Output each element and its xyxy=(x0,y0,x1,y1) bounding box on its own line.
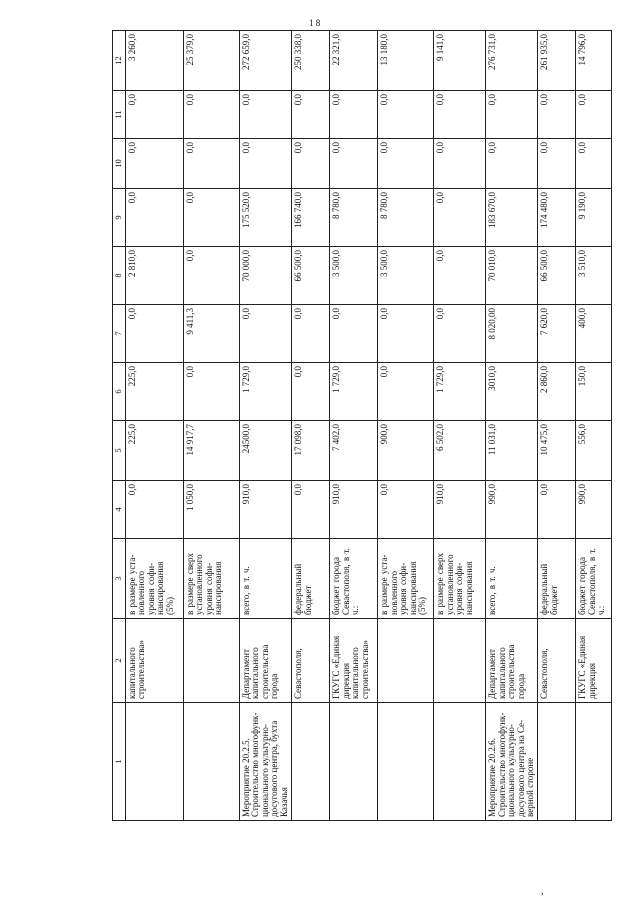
table-cell xyxy=(576,703,612,821)
table-cell: 8 780,0 xyxy=(378,189,434,247)
table-cell: Департамент капитального строительства города xyxy=(486,619,538,703)
table-cell: 0,0 xyxy=(434,189,486,247)
table-cell: 166 740,0 xyxy=(292,189,330,247)
table-row xyxy=(378,31,434,821)
table-cell: Севастополя, xyxy=(292,619,330,703)
table-cell: 14 796,0 xyxy=(576,31,612,91)
table-cell: 0,0 xyxy=(184,247,240,305)
table-cell: 0,0 xyxy=(184,363,240,421)
table-cell: 66 500,0 xyxy=(292,247,330,305)
table-cell: 0,0 xyxy=(126,91,184,139)
table-cell: Мероприятие 20.2.5. Строительство многофунк-ционального культурно-досугового центра, бухта Казачья xyxy=(240,703,292,821)
table-cell xyxy=(434,703,486,821)
table-cell: 3 260,0 xyxy=(126,31,184,91)
table-cell: ГКУГС «Единая дирекция капитального строительства» xyxy=(330,619,378,703)
header-cell: 4 xyxy=(113,481,126,539)
header-cell: 9 xyxy=(113,189,126,247)
table-cell xyxy=(184,619,240,703)
table-cell: 0,0 xyxy=(538,91,576,139)
table-cell: Мероприятие 20.2.6. Строительство многофунк-ционального культурно-досугового центра на Се-верной стороне xyxy=(486,703,538,821)
table-cell: 0,0 xyxy=(378,139,434,189)
table-cell: 10 475,0 xyxy=(538,421,576,481)
table-cell: 13 180,0 xyxy=(378,31,434,91)
table-cell: 0,0 xyxy=(184,91,240,139)
table-cell xyxy=(330,703,378,821)
table-cell: 2 860,0 xyxy=(538,363,576,421)
header-cell: 3 xyxy=(113,539,126,619)
table-cell xyxy=(434,619,486,703)
table-cell: 174 480,0 xyxy=(538,189,576,247)
table-cell: федеральный бюджет xyxy=(538,539,576,619)
table-cell: 900,0 xyxy=(378,421,434,481)
table-cell: 0,0 xyxy=(330,305,378,363)
table-cell: 3010,0 xyxy=(486,363,538,421)
header-cell: 11 xyxy=(113,91,126,139)
header-cell: 8 xyxy=(113,247,126,305)
table-cell: Департамент капитального строительства города xyxy=(240,619,292,703)
table-cell: в размере уста-новленного уровня софи-нансирования (5%) xyxy=(126,539,184,619)
scan-mark: , xyxy=(541,886,544,897)
table-cell: 22 321,0 xyxy=(330,31,378,91)
table-cell: 910,0 xyxy=(330,481,378,539)
table-cell: 1 729,0 xyxy=(434,363,486,421)
table-cell: 0,0 xyxy=(434,139,486,189)
table-cell: 0,0 xyxy=(576,139,612,189)
header-cell: 12 xyxy=(113,31,126,91)
table-cell: 0,0 xyxy=(184,189,240,247)
table-row xyxy=(434,31,486,821)
table-cell: всего, в т. ч. xyxy=(240,539,292,619)
table-cell: 7 402,0 xyxy=(330,421,378,481)
table-cell: 17 098,0 xyxy=(292,421,330,481)
table-cell: 250 338,0 xyxy=(292,31,330,91)
table-cell: бюджет города Севастополя, в т. ч.: xyxy=(330,539,378,619)
table-row xyxy=(538,31,576,821)
table-cell: 225,0 xyxy=(126,421,184,481)
table-cell: 66 500,0 xyxy=(538,247,576,305)
header-cell: 1 xyxy=(113,703,126,821)
budget-table xyxy=(112,30,612,821)
table-cell: всего, в т. ч. xyxy=(486,539,538,619)
table-cell: 0,0 xyxy=(434,91,486,139)
table-cell: 225,0 xyxy=(126,363,184,421)
table-cell: 0,0 xyxy=(538,139,576,189)
table-cell: 1 729,0 xyxy=(240,363,292,421)
table-cell: 0,0 xyxy=(126,189,184,247)
table-cell: 0,0 xyxy=(486,139,538,189)
table-cell: 0,0 xyxy=(126,305,184,363)
table-cell: 14 917,7 xyxy=(184,421,240,481)
table-cell xyxy=(378,619,434,703)
table-cell: 990,0 xyxy=(576,481,612,539)
table-cell: 9 190,0 xyxy=(576,189,612,247)
table-cell: капитального строительства» xyxy=(126,619,184,703)
table-cell: 0,0 xyxy=(240,91,292,139)
table-cell: 8 780,0 xyxy=(330,189,378,247)
table-row xyxy=(576,31,612,821)
table-cell: 70 000,0 xyxy=(240,247,292,305)
table-cell: 0,0 xyxy=(330,139,378,189)
table-cell: 0,0 xyxy=(378,481,434,539)
header-cell: 2 xyxy=(113,619,126,703)
table-cell: 70 010,0 xyxy=(486,247,538,305)
table-cell: федеральный бюджет xyxy=(292,539,330,619)
table-cell: 0,0 xyxy=(434,305,486,363)
table-cell: 0,0 xyxy=(434,247,486,305)
table-cell: 150,0 xyxy=(576,363,612,421)
table-cell: 0,0 xyxy=(126,481,184,539)
table-row xyxy=(292,31,330,821)
table-row xyxy=(240,31,292,821)
table-cell: 910,0 xyxy=(434,481,486,539)
table-cell: 261 935,0 xyxy=(538,31,576,91)
table-cell: ГКУГС «Единая дирекция xyxy=(576,619,612,703)
table-row xyxy=(486,31,538,821)
table-cell: 3 500,0 xyxy=(378,247,434,305)
table-cell: 0,0 xyxy=(538,481,576,539)
table-cell: 0,0 xyxy=(378,305,434,363)
table-cell xyxy=(378,703,434,821)
table-cell: 400,0 xyxy=(576,305,612,363)
table-cell: 0,0 xyxy=(330,91,378,139)
table-cell: 0,0 xyxy=(292,305,330,363)
table-cell: в размере сверх установленного уровня софи-нансирования xyxy=(434,539,486,619)
table-cell: 11 031,0 xyxy=(486,421,538,481)
table-cell: 0,0 xyxy=(576,91,612,139)
table-cell: 0,0 xyxy=(126,139,184,189)
table-cell: 1 050,0 xyxy=(184,481,240,539)
rotated-table-container xyxy=(112,31,607,821)
header-cell: 7 xyxy=(113,305,126,363)
table-cell: Севастополя, xyxy=(538,619,576,703)
table-cell: 910,0 xyxy=(240,481,292,539)
table-cell: 272 659,0 xyxy=(240,31,292,91)
page-number: 1 8 xyxy=(309,18,321,28)
table-cell: 556,0 xyxy=(576,421,612,481)
table-cell: 0,0 xyxy=(378,91,434,139)
table-cell xyxy=(184,703,240,821)
table-cell: 2 810,0 xyxy=(126,247,184,305)
table-cell: 0,0 xyxy=(184,139,240,189)
table-cell: 0,0 xyxy=(292,363,330,421)
table-cell: 0,0 xyxy=(378,363,434,421)
header-cell: 6 xyxy=(113,363,126,421)
header-cell: 5 xyxy=(113,421,126,481)
table-cell: 25 379,0 xyxy=(184,31,240,91)
table-cell: 276 731,0 xyxy=(486,31,538,91)
header-row xyxy=(113,31,126,821)
header-cell: 10 xyxy=(113,139,126,189)
table-row xyxy=(126,31,184,821)
table-cell: 3 500,0 xyxy=(330,247,378,305)
table-cell: 175 520,0 xyxy=(240,189,292,247)
table-cell: 0,0 xyxy=(486,91,538,139)
table-cell: 8 020,00 xyxy=(486,305,538,363)
table-cell: в размере уста-новленного уровня софи-нансирования (5%) xyxy=(378,539,434,619)
table-cell: 0,0 xyxy=(240,139,292,189)
table-cell: 7 620,0 xyxy=(538,305,576,363)
table-row xyxy=(330,31,378,821)
table-cell: бюджет города Севастополя, в т. ч.: xyxy=(576,539,612,619)
table-cell: в размере сверх установленного уровня софи-нансирования xyxy=(184,539,240,619)
table-cell: 9 411,3 xyxy=(184,305,240,363)
table-cell: 9 141,0 xyxy=(434,31,486,91)
table-cell: 0,0 xyxy=(292,139,330,189)
table-cell: 990,0 xyxy=(486,481,538,539)
table-cell: 0,0 xyxy=(292,481,330,539)
table-cell xyxy=(126,703,184,821)
table-cell: 24500,0 xyxy=(240,421,292,481)
table-cell xyxy=(292,703,330,821)
table-cell: 1 729,0 xyxy=(330,363,378,421)
table-cell xyxy=(538,703,576,821)
table-cell: 6 502,0 xyxy=(434,421,486,481)
table-row xyxy=(184,31,240,821)
table-cell: 0,0 xyxy=(240,305,292,363)
table-cell: 183 670,0 xyxy=(486,189,538,247)
table-cell: 0,0 xyxy=(292,91,330,139)
table-cell: 3 510,0 xyxy=(576,247,612,305)
